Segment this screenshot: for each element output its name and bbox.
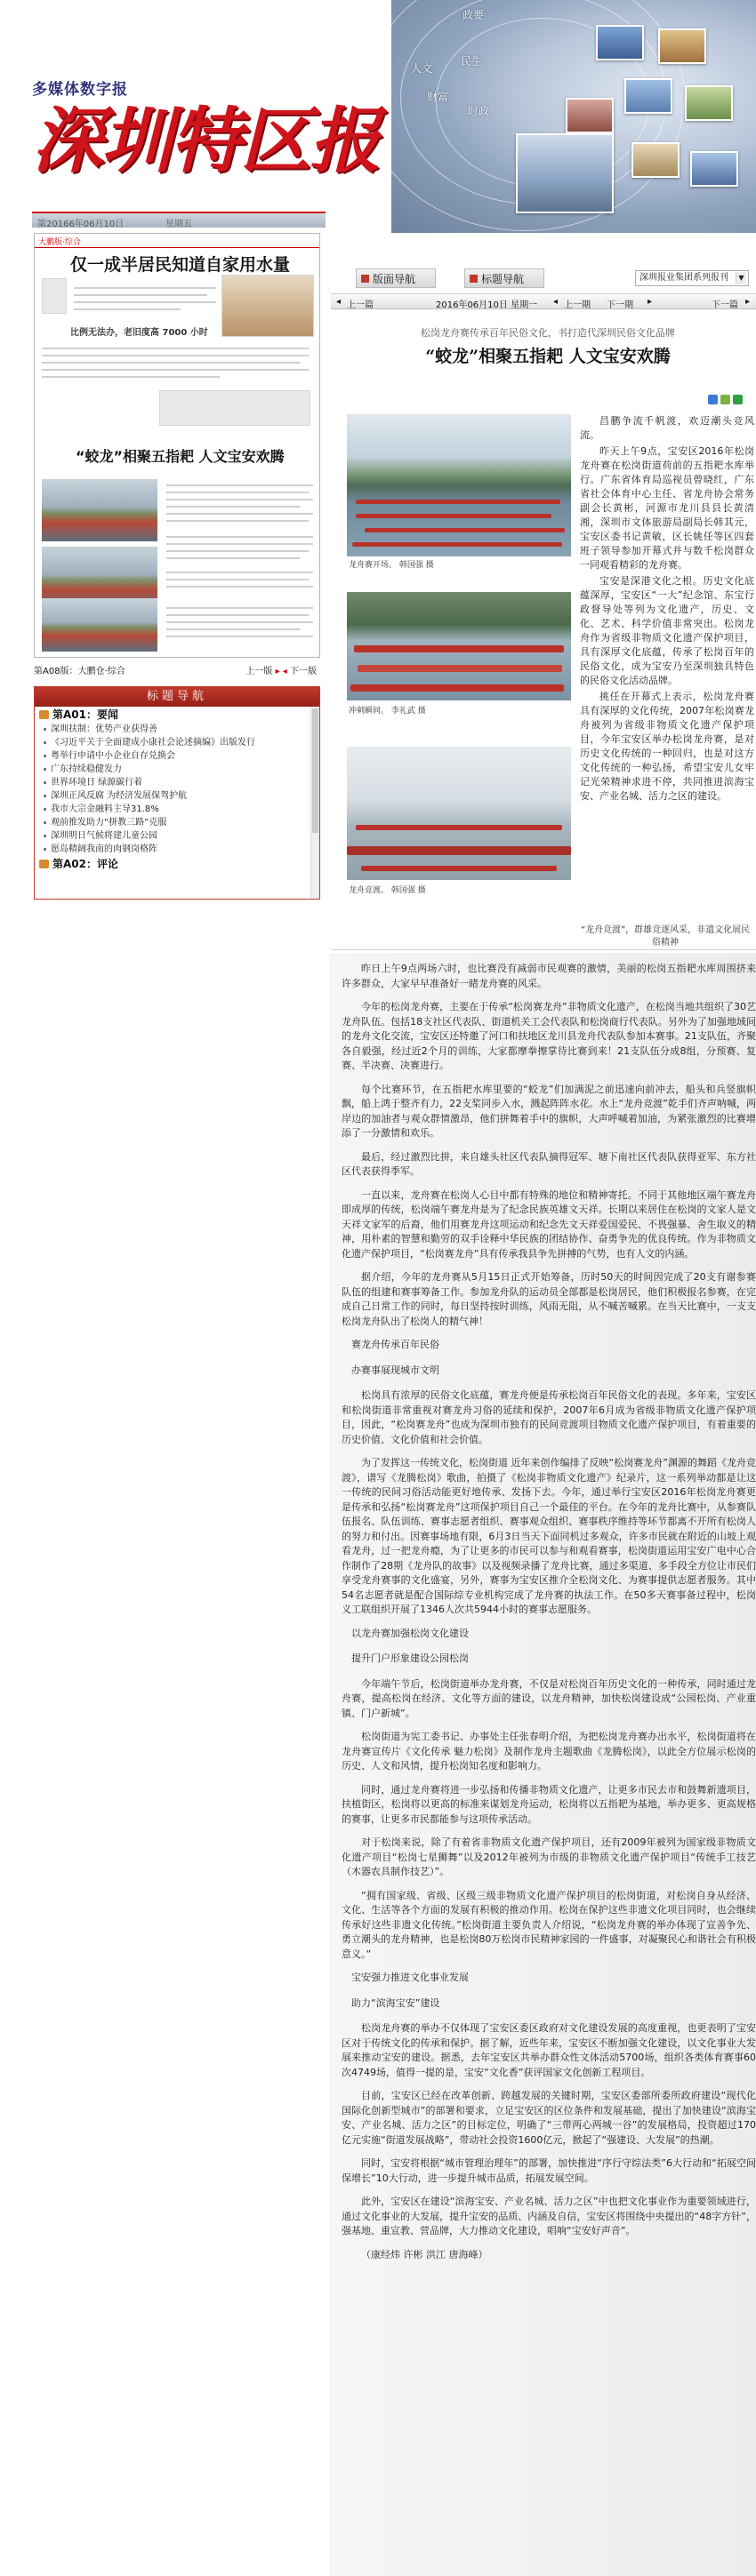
section-heading: 助力“滨海宝安”建设 <box>351 1996 440 2009</box>
masthead-banner <box>391 0 756 233</box>
globe-word: 人文 <box>411 62 433 75</box>
title-nav-heading: 标题导航 <box>35 687 319 707</box>
photo-dragon-boat-opening <box>347 414 571 556</box>
edition-label: 第A08版：大鹏仓·综合 <box>34 667 125 676</box>
section-icon <box>39 860 49 868</box>
chevron-right-icon: ▸ <box>275 667 280 676</box>
masthead-subtitle: 多媒体数字报 <box>32 81 128 99</box>
page-thumbnail[interactable] <box>34 233 320 658</box>
article-body <box>342 962 756 2271</box>
date-strip <box>32 212 326 228</box>
article-paragraph: 一直以来，龙舟赛在松岗人心目中都有特殊的地位和精神寄托。不同于其他地区端午赛龙舟即成厚的传统，松岗端午赛龙舟是为了纪念民族英雄文天祥。长期以来居住在松岗的文家人是文天祥文家军的后裔，他们用赛龙舟这项运动和纪念先文天祥爱国爱民、不畏强暴、舍生取义的精神，用朴素的智慧和勤劳的双手诠释中华民族的团结协作、奋勇争先的优良传统。作为非物质文化遗产保护项目，“松岗赛龙舟”具有传承我县争先拼搏的气势，也有人文的内涵。 <box>342 1188 756 1260</box>
figure-caption: “龙舟竞渡”，群雄竞逐风采，非遗文化展民俗精神 <box>580 925 751 948</box>
article-paragraph: 此外，宝安区在建设“滨海宝安、产业名城、活力之区”中也把文化事业作为重要领域进行，通过文化事业的大发展，提升宝安的品质、内涵及自信，宝安区将围绕中央提出的“48字方针”，强基地、重宣教、营品牌，大力推动文化建设，唱响“宝安好声音”。 <box>342 2196 756 2236</box>
article-link[interactable]: 世界环境日 绿源碳行着 <box>42 776 319 789</box>
article-paragraph: 对于松岗来说，除了有着省非物质文化遗产保护项目，还有2009年被列为国家级非物质文化遗产项目“松岗七星狮舞”以及2012年被列为市级的非物质文化遗产保护项目“传统手工技艺（木器农具制作技艺）”。 <box>342 1836 756 1877</box>
article-link[interactable]: 广东持续稳健发力 <box>42 763 319 776</box>
next-edition-link[interactable]: 下一版 <box>290 667 317 676</box>
section-link[interactable] <box>35 856 319 872</box>
tab-title-nav[interactable] <box>464 268 544 288</box>
article-list <box>35 723 319 856</box>
chevron-right-icon: ▸ <box>745 297 751 307</box>
article-link[interactable]: 粤举行申请中小企业自存兑换会 <box>42 749 319 763</box>
thumbnail-subheadline: 比例无法办，老旧度高 7000 小时 <box>70 328 208 338</box>
article-headline: “蛟龙”相聚五指耙 人文宝安欢腾 <box>425 347 671 366</box>
divider <box>331 949 756 950</box>
prev-article-link[interactable]: 上一篇 <box>347 300 374 310</box>
tab-layout-nav[interactable] <box>356 268 436 288</box>
share-weibo-icon[interactable] <box>708 395 718 404</box>
article-paragraph: 每个比赛环节，在五指耙水库里要的“蛟龙”们加满泥之前迅速向前冲去，船头和兵竖旗帜飘，船上鸿于整齐有力，22支桨同步入水，溅起阵阵水花。水上“龙舟竞渡”乾手们齐声呐喊，两岸边的加油者与观众群情激昂，他们拼舞着手中的旗帜，大声呼喊着加油，为紧张激烈的比赛增添了一分激情和欢乐。 <box>342 1083 756 1139</box>
article-paragraph: 目前，宝安区已经在改革创新、跨越发展的关键时期，宝安区委部所委所政府建设“现代化国际化创新型城市”的部署和要求，立足宝安区的区位条件和发展基础，提出了加快建设“滨海宝安、产业名城、活力之区”的目标定位，明确了“三带两心两城一谷”的发展格局，投资超过170亿元实施“街道发展战略”，带动社会投资1600亿元，掀起了“强建设、大发展”的热潮。 <box>342 2090 756 2146</box>
article-link[interactable]: 深圳扶制：优势产业获得善 <box>42 723 319 736</box>
thumbnail-image <box>159 390 310 426</box>
article-link[interactable]: 《习近平关于全面建成小康社会论述摘编》出版发行 <box>42 736 319 749</box>
next-article-link[interactable]: 下一篇 <box>712 300 738 310</box>
edition-nav <box>245 663 317 676</box>
article-paragraph: 昨日上午9点两场六时，也比赛没有减弱市民观赛的激情，美丽的松岗五指耙水库周围挤来许多群众，大家早早准备好一睹龙舟赛的风采。 <box>342 963 756 989</box>
date-label: 第20166年06月10日 <box>37 220 125 229</box>
chevron-left-icon: ◂ <box>282 667 287 676</box>
photo-caption: 冲刺瞬间。 李礼武 摄 <box>349 707 426 716</box>
weekday-label: 星期五 <box>165 220 192 229</box>
article-paragraph: 据介绍，今年的龙舟赛从5月15日正式开始筹备，历时50天的时间因完成了20支有谢参赛队伍的组建和赛事筹备工作。参加龙舟队的运动员全部都是松岗居民，他们积极报名参赛，在完成自己日常工作的同时，每日坚持按时训练，风雨无阻，从不喊苦喊累。在当天比赛中，一支支松岗龙舟队出了松岗人的精气神！ <box>342 1271 756 1327</box>
article-paragraph: 松岗街道为宪工委书记、办事处主任张春明介绍，为把松岗龙舟赛办出水平，松岗街道将在龙舟赛宣传片《文化传承 魅力松岗》及制作龙舟主题歌曲《龙腾松岗》，以此全方位展示松岗的历史、人文和风情，提升松岗知名度和影响力。 <box>342 1731 756 1772</box>
section-heading: 办赛事展现城市文明 <box>351 1364 439 1376</box>
photo-sprint <box>347 592 571 700</box>
thumbnail-headline: 仅一成半居民知道自家用水量 <box>70 255 291 275</box>
thumbnail-image <box>221 275 314 337</box>
prev-edition-link[interactable]: 上一版 <box>245 667 273 676</box>
article-subheadline: 松岗龙舟赛传承百年民俗文化，书打造代深圳民俗文化品牌 <box>421 327 675 339</box>
section-heading: 宝安强力推进文化事业发展 <box>351 1972 469 1983</box>
section-link[interactable] <box>35 707 319 723</box>
scrollbar-thumb[interactable] <box>312 708 318 833</box>
scrollbar[interactable] <box>310 707 319 899</box>
tab-label: 标题导航 <box>481 273 525 285</box>
chevron-down-icon: ▼ <box>736 272 746 284</box>
thumbnail-image <box>42 278 67 314</box>
article-paragraph: 同时，通过龙舟赛将进一步弘扬和传播非物质文化遗产，让更多市民去市和鼓舞新遗项目，扶植街区，松岗将以更高的标准来谋划龙舟运动，松岗将以五指耙为基地，举办更多、更高规格的赛事，让更多市民都能参与这项传承活动。 <box>342 1783 756 1825</box>
nav-tabs <box>340 268 756 288</box>
masthead <box>0 0 756 233</box>
thumbnail-page-label: 大鹏版·综合 <box>35 234 319 248</box>
article-paragraph: 最后，经过激烈比拼，来自雄头社区代表队摘得冠军、塘下南社区代表队获得亚军、东方社区代表获得季军。 <box>342 1150 756 1177</box>
section-heading: 提升门户形象建设公园松岗 <box>351 1652 469 1664</box>
globe-word: 财富 <box>427 91 449 103</box>
thumbnail-footer <box>34 661 320 676</box>
globe-word: 政要 <box>462 9 485 21</box>
article-lead-column <box>580 414 754 805</box>
issue-date: 2016年06月10日 星期一 <box>436 300 538 310</box>
layout-icon <box>361 275 369 283</box>
article-paragraph: 同时，宝安将根据“城市管理治理年”的部署，加快推进“序行守综法类”6大行动和“拓展空间保增长”10大行动，进一步提升城市品质，拓展发展空间。 <box>342 2157 756 2184</box>
section-heading: 以龙舟赛加强松岗文化建设 <box>351 1627 469 1639</box>
globe-word: 民生 <box>461 55 483 68</box>
thumbnail-photo <box>42 479 157 541</box>
article-paragraph: 今年端午节后，松岗街道举办龙舟赛，不仅是对松岗百年历史文化的一种传承，同时通过龙舟赛，提高松岗在经济、文化等方面的建设，以龙舟精神，加快松岗建设成“公园松岗、产业重镇、门户新城”。 <box>342 1677 756 1719</box>
article-link[interactable]: 深圳正风反腐 为经济发展保驾护航 <box>42 789 319 803</box>
article-byline: （康经炜 许彬 洪江 唐海峰） <box>361 2248 488 2260</box>
select-value: 深圳报业集团系列报刊 <box>639 273 728 283</box>
article-paragraph: 今年的松岗龙舟赛，主要在于传承“松岗赛龙舟”非物质文化遗产，在松岗当地共组织了30艺龙舟队伍。包括18支社区代表队、街道机关工会代表队和松岗商行代表队。另外为了加强地域间的龙舟文化交流，宝安区还特邀了河口和扶地区龙川县龙舟代表队参加本赛事。21支队伍，齐聚各自毅强，经过近2个月的训练，大家都摩拳擦掌待比赛到来！21支队伍分成8组，分预赛、复赛、半决赛、决赛进行。 <box>342 1001 756 1071</box>
photo-caption: 龙舟竞渡。 韩国强 摄 <box>349 886 426 895</box>
photo-racing <box>347 747 571 880</box>
article-paragraph: 松岗具有浓厚的民俗文化底蕴，赛龙舟便是传承松岗百年民俗文化的表现。多年来，宝安区和松岗街道非常重视对赛龙舟习俗的延续和保护，2007年6月成为省级非物质文化遗产保护项目，因此，“松岗赛龙舟”也成为深圳市独有的民间竞渡项目物质文化遗产保护项目，有着重要的历史价值、文化价值和社会价值。 <box>342 1389 756 1445</box>
share-qzone-icon[interactable] <box>720 395 730 404</box>
article-paragraph: “拥有国家级、省级、区级三级非物质文化遗产保护项目的松岗街道，对松岗自身从经济、文化、生活等各个方面的发展有积极的推动作用。松岗在保护这些非遗文化项目同时，也会继续传承好这些非遗文化传统。”松岗街道主要负责人介绍说，“松岗龙舟赛的举办体现了宣善争先、勇立潮头的龙舟精神，也是松岗80万松岗市民精神家园的一件盛事，对凝聚民心和谐社会有积极意义。” <box>342 1889 756 1960</box>
chevron-left-icon: ◂ <box>553 297 559 307</box>
title-nav-box <box>34 686 320 900</box>
article-paragraph: 宝安是深港文化之根。历史文化底蕴深厚，宝安区“一大”纪念馆、东宝行政督导处等列为文化遗产，历史、文化、艺术、科学价值非常突出。松岗龙舟作为省级非物质文化遗产保护项目，具有深厚文化底蕴，传承了松岗百年的民俗文化，成为宝安乃至深圳独具特色的民俗文化活动品牌。 <box>580 575 754 686</box>
next-issue-link[interactable]: 下一期 <box>607 300 633 310</box>
section-label: 第A01：要闻 <box>52 708 118 721</box>
article-pager <box>331 293 756 309</box>
article-link[interactable]: 我市大宗金融料主导31.8% <box>42 803 319 816</box>
section-icon <box>39 710 49 719</box>
chevron-right-icon: ▸ <box>647 297 653 307</box>
newspaper-logo: 深圳特区报 <box>32 99 379 182</box>
article-link[interactable]: 深圳明日气候将建儿童公园 <box>42 829 319 843</box>
photo-caption: 龙舟赛开场。 韩国强 摄 <box>349 561 434 570</box>
thumbnail-photo <box>42 598 157 652</box>
article-paragraph: 松岗龙舟赛的举办不仅体现了宝安区委区政府对文化建设发展的高度重视，也更表明了宝安区对于传统文化的传承和保护。据了解，近些年来，宝安区不断加强文化建设，以文化事业大发展来推动宝安的建设。据悉，去年宝安区共举办群众性文体活动5700场，组织各类体育赛事60次4749场，值得一提的是，宝安“文化香”获评国家文化创新工程项目。 <box>342 2022 756 2078</box>
tab-label: 版面导航 <box>373 273 416 285</box>
chevron-left-icon: ◂ <box>336 297 342 307</box>
article-link[interactable]: 愿岛精阔我南的肉钢岗格阵 <box>42 843 319 856</box>
article-paragraph: 为了发挥这一传统文化，松岗街道 近年来创作编排了反映“松岗赛龙舟”渊源的舞蹈《龙舟竞渡》，谱写《龙腾松岗》歌曲，拍摄了《松岗非物质文化遗产》纪录片，这一系列举动都是让这一传统的民间习俗活动能更好地传承、发扬下去。今年，通过举行宝安区2016年松岗龙舟赛更是传承和弘扬“松岗赛龙舟”这项保护项目自己一个最佳的平台。在今年的龙舟比赛中，从参赛队伍报名、队伍训练、赛事志愿者组织、赛事观众组织、赛事秩序维持等环节都离不开所有松岗人的努力和付出。因赛事场地有限，6月3日当天下面同机过多观众，许多市民就在附近的山坡上观看龙舟，过一把龙舟瘾，为了让更多的市民可以参与和观看赛事，松岗街道运用宝安广电中心合作制作了28期《龙舟队的故事》以及视频录播了龙舟比赛，通过多渠道、多手段全方位让市民们享受龙舟赛事的文化盛宴，另外，赛事为宝安区推介全松岗文化、为赛事提供志愿者服务。其中54名志愿者就是配合国际综专业机构完成了龙舟赛的执法工作。在50多天赛事备过程中，松岗义工联组织开展了1346人次共5944小时的赛事志愿服务。 <box>342 1457 756 1615</box>
thumbnail-headline-2: “蛟龙”相聚五指耙 人文宝安欢腾 <box>76 448 285 465</box>
share-wechat-icon[interactable] <box>733 395 743 404</box>
article-paragraph: 昌鹏争流千帆渡，欢迈潮头竞风流。 <box>580 415 754 441</box>
list-icon <box>470 275 478 283</box>
article-paragraph: 昨天上午9点，宝安区2016年松岗龙舟赛在松岗街道荷前的五指耙水库举行。广东省体育局巡视员曾晓红，广东省社会体育中心主任、省龙舟协会常务副会长黄彬，河源市龙川县县长黄清湘，深圳市文体旅游局副局长韩其元，宝安区委书记黄敏，区长姚任等区四套班子领导参加开幕式并与数千松岗群众一同观看精彩的龙舟赛。 <box>580 445 754 571</box>
section-heading: 赛龙舟传承百年民俗 <box>351 1339 439 1350</box>
article-paragraph: 挑任在开幕式上表示，松岗龙舟赛具有深厚的文化传统，2007年松岗赛龙舟被列为省级非物质文化遗产保护项目，今年宝安区举办松岗龙舟赛，是对历史文化传统的一种回归，也是对这方文化传统的一种弘扬，希望宝安儿女牢记光荣精神求进不停，共同推进滨海宝安、产业名城、活力之区的建设。 <box>580 691 754 802</box>
globe-word: 时政 <box>468 105 490 117</box>
section-label: 第A02：评论 <box>52 858 118 870</box>
newspaper-select[interactable] <box>635 270 749 286</box>
prev-issue-link[interactable]: 上一期 <box>564 300 591 310</box>
article-link[interactable]: 观前推发助力“拼教三路”克服 <box>42 816 319 829</box>
